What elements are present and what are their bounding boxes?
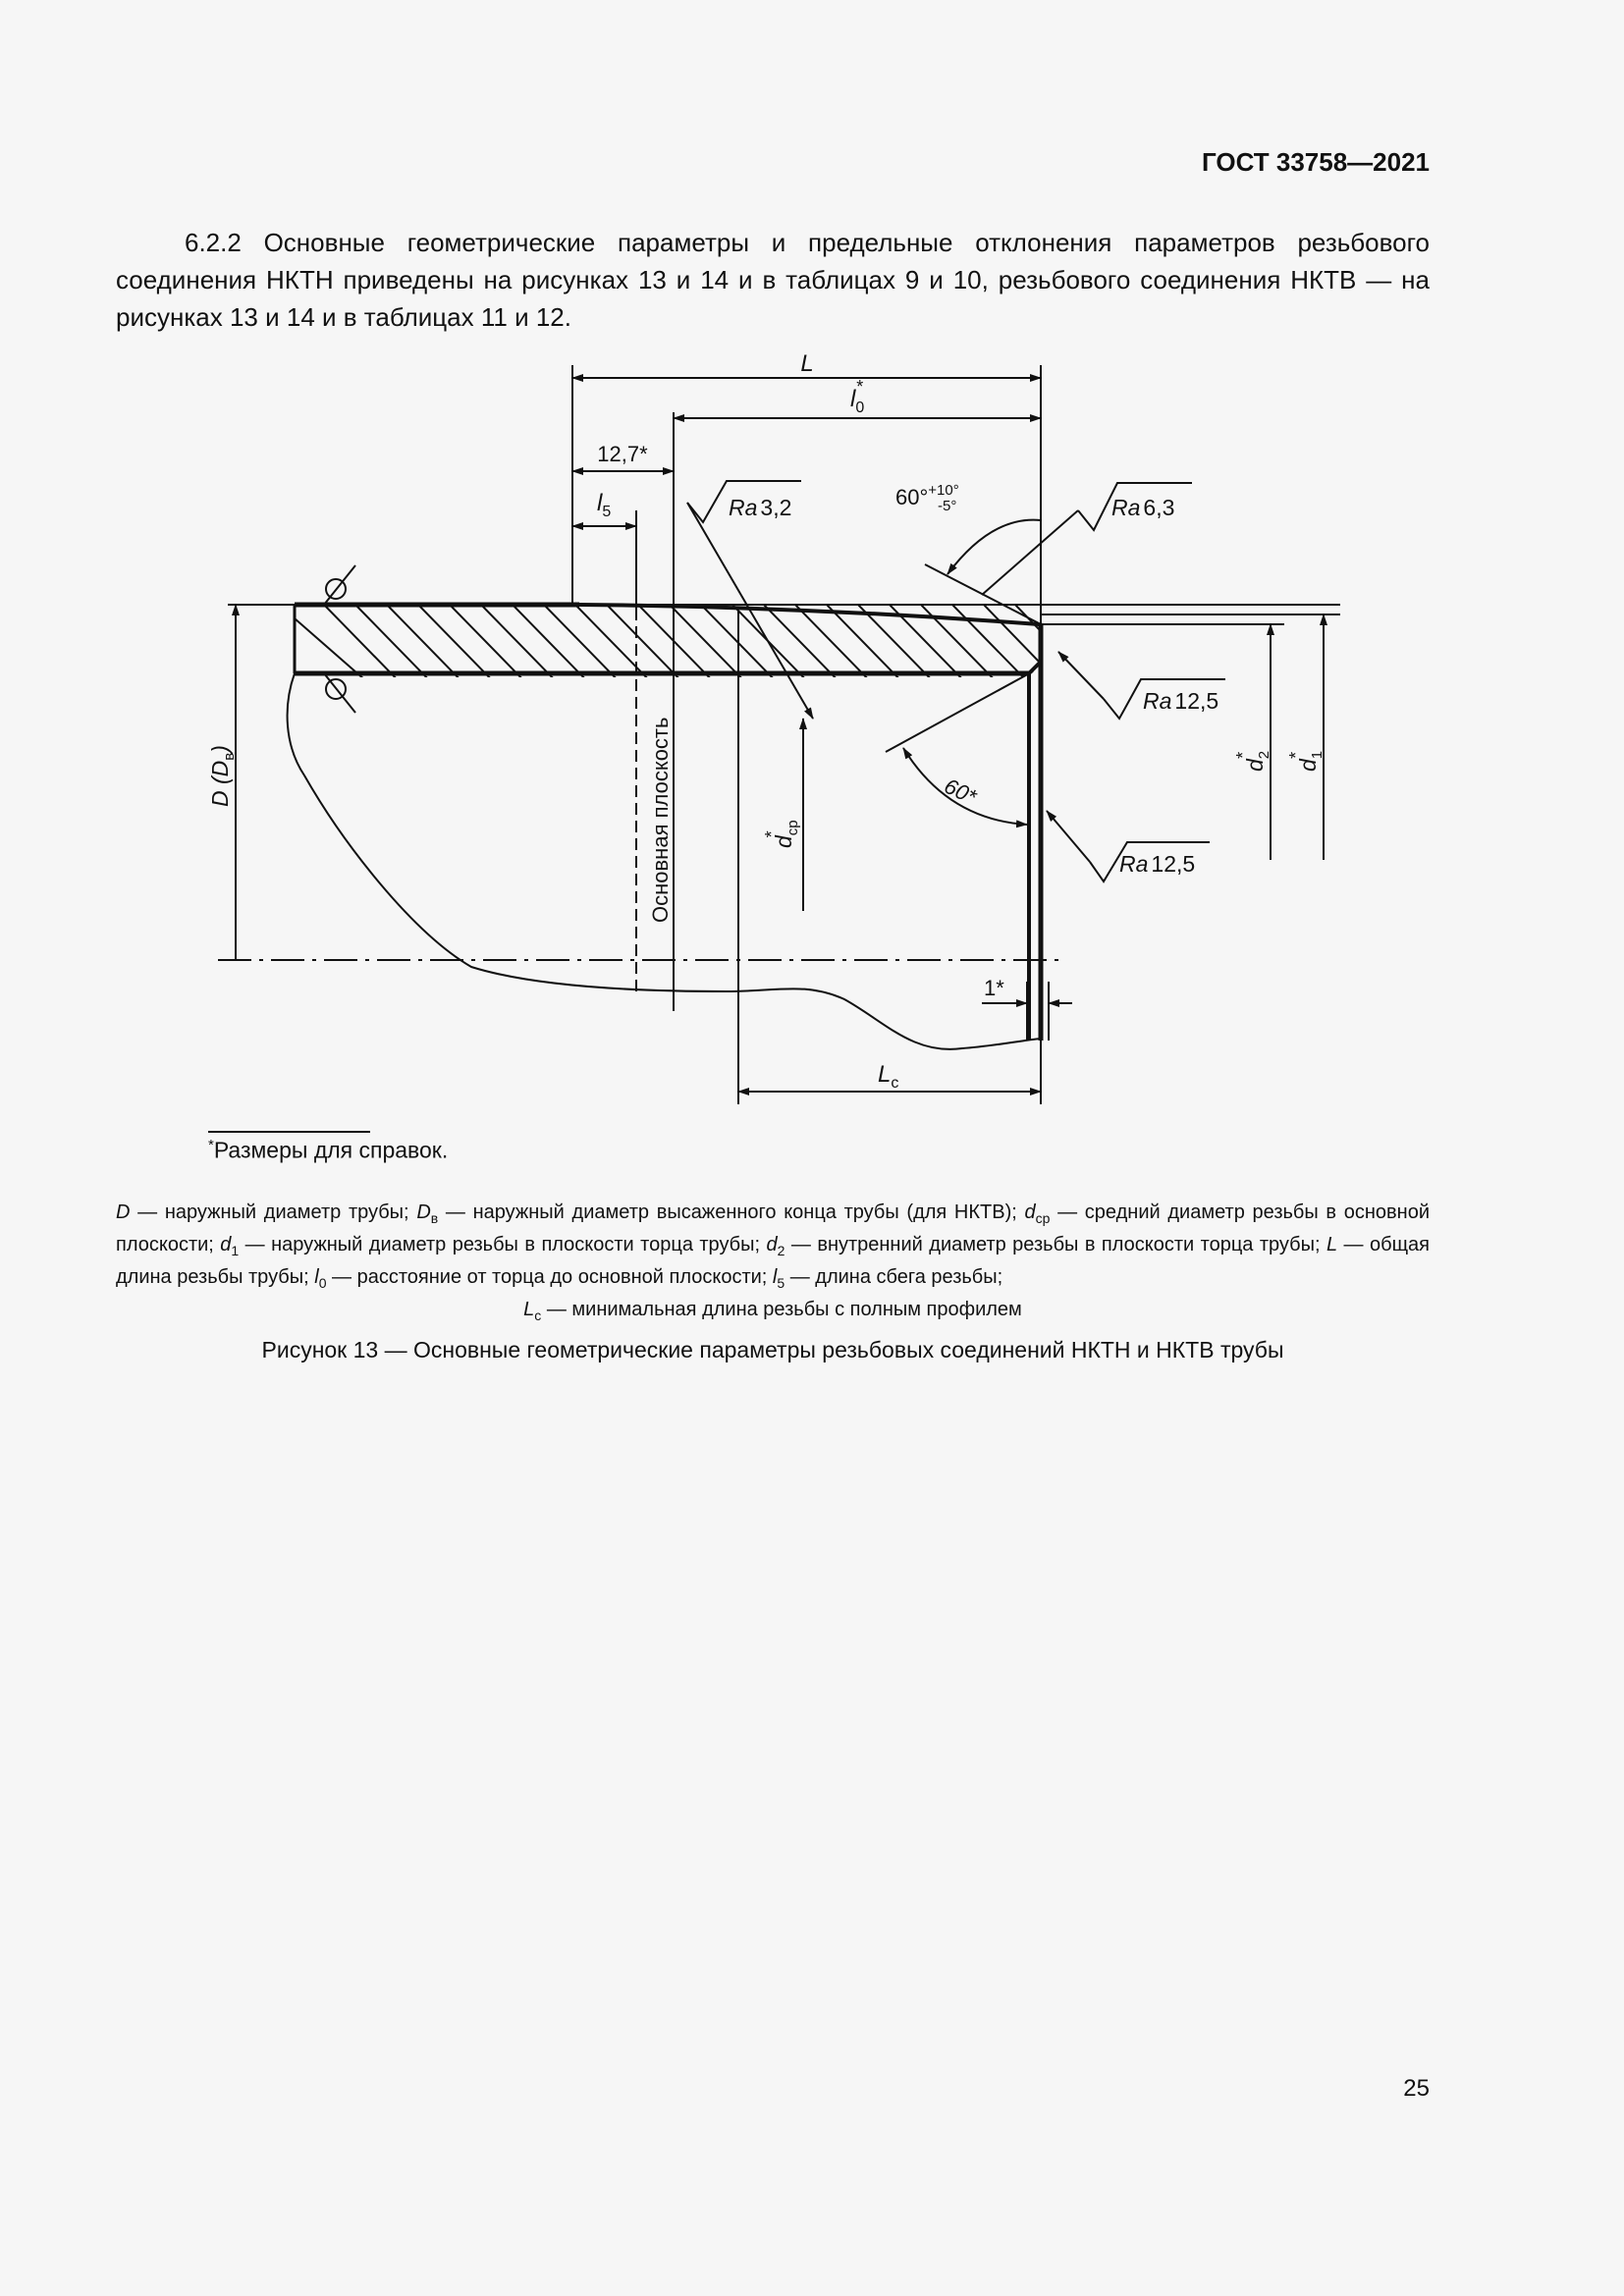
dim-Lc-label: $L_c$ <box>878 1061 899 1092</box>
pipe-end-face <box>1029 624 1041 1041</box>
dim-L-label: L <box>800 350 814 377</box>
standard-header: ГОСТ 33758—2021 <box>1202 147 1430 177</box>
roughness-edge-symbol <box>324 565 355 713</box>
ra32-label: Ra 3,2 <box>729 495 792 520</box>
dim-dcp-label: $d_{ср}*$ <box>762 820 801 848</box>
figure-caption: Рисунок 13 — Основные геометрические параметры резьбовых соединений НКТН и НКТВ трубы <box>261 1337 1284 1362</box>
dim-127-label: 12,7* <box>597 442 648 466</box>
figure-legend: D — наружный диаметр трубы; $D_в$ — наружный диаметр высаженного конца трубы (для НКТВ); $d_{ср}$ — средний диаметр резьбы в основной плоскости; $d_1$ — наружный диаметр резьбы в плоскости торца трубы; $d_2$ — внутренний диаметр резьбы в плоскости торца трубы; L — общая длина резьбы трубы; $l_0$ — расстояние от торца до основной плоскости; $l_5$ — длина сбега резьбы; $L_c$ — минимальная длина резьбы с полным профилем <box>116 1201 1431 1323</box>
footnote: *Размеры для справок. <box>208 1137 449 1163</box>
dim-D-label: D $(D_в)$ <box>207 745 238 807</box>
dim-l5-label: $l_5$ <box>597 490 612 520</box>
angle-top-minus: -5° <box>938 498 957 514</box>
page-number: 25 <box>1403 2075 1430 2102</box>
angle-top-label: 60°$^{+10^\circ}$ <box>895 482 959 509</box>
dim-d1-label: $d_1*$ <box>1286 750 1326 772</box>
ra125-lower-label: Ra 12,5 <box>1119 851 1196 877</box>
dim-l0-label: $l_0*$ <box>850 377 865 416</box>
footnote-rule <box>208 1131 370 1133</box>
technical-drawing <box>0 0 1624 1139</box>
ra63-label: Ra 6,3 <box>1111 495 1175 520</box>
section-paragraph: 6.2.2 Основные геометрические параметры и предельные отклонения параметров резьбового соединения НКТН приведены на рисунках 13 и 14 и в таблицах 9 и 10, резьбового соединения НКТВ — на рисунках 13 и 14 и в таблицах 11 и 12. <box>116 228 1430 332</box>
angle-bottom-label: 60* <box>940 773 981 810</box>
dim-d2-label: $d_2*$ <box>1233 750 1272 772</box>
ra125-upper-label: Ra 12,5 <box>1143 688 1219 714</box>
basic-plane-label: Основная плоскость <box>648 717 673 923</box>
dim-1-label: 1* <box>984 976 1004 1000</box>
chamfer-angle-top <box>925 520 1041 624</box>
extension-lines <box>572 365 1049 1104</box>
